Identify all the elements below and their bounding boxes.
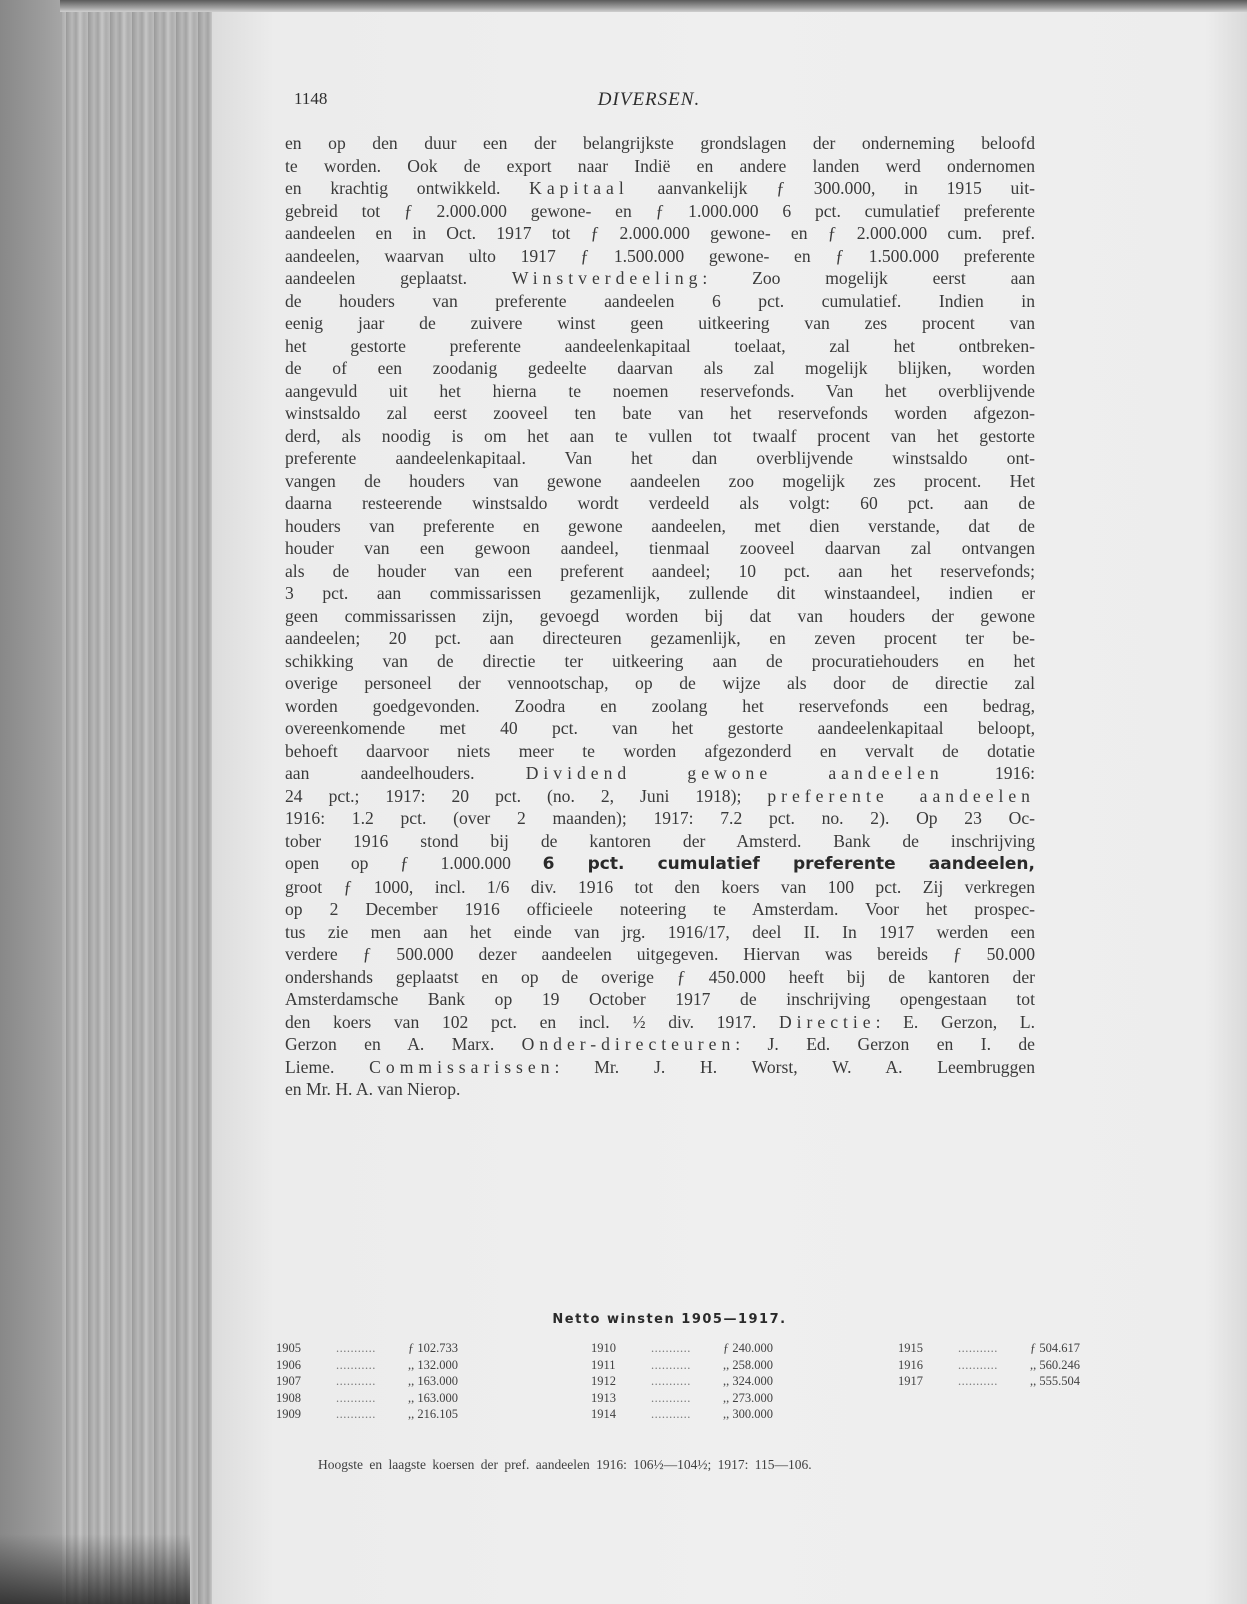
table-column <box>591 1340 813 1423</box>
spaced-emphasis: Dividend gewone aandeelen <box>525 763 944 783</box>
text-line: tus zie men aan het einde van jrg. 1916/17, deel II. In 1917 werden een <box>285 921 1035 942</box>
table-row <box>276 1357 498 1374</box>
value-cell: ,, 560.246 <box>1030 1357 1080 1372</box>
text-line: daarna resteerende winstsaldo wordt verdeeld als volgt: 60 pct. aan de <box>285 493 1035 513</box>
text-line: de houders van preferente aandeelen 6 pct. cumulatief. Indien in <box>285 290 1035 311</box>
leader-dots: ........... <box>651 1374 691 1388</box>
table-row <box>276 1406 498 1423</box>
text-line: Amsterdamsche Bank op 19 October 1917 de inschrijving opengestaan tot <box>285 989 1035 1009</box>
text-line: winstsaldo zal eerst zooveel ten bate van het reservefonds worden afgezon- <box>285 403 1035 423</box>
footnote: Hoogste en laagste koersen der pref. aandeelen 1916: 106½—104½; 1917: 115—106. <box>318 1457 812 1472</box>
text-line: 3 pct. aan commissarissen gezamenlijk, zullende dit winstaandeel, indien er <box>285 583 1035 603</box>
spaced-emphasis: Kapitaal <box>529 178 629 198</box>
text-line: en Mr. H. A. van Nierop. <box>285 1079 461 1099</box>
table-row <box>591 1373 813 1390</box>
table-column <box>898 1340 1120 1390</box>
year-cell: 1908 <box>276 1390 301 1405</box>
text-line: schikking van de directie ter uitkeering aan de procuratiehouders en het <box>285 650 1035 671</box>
leader-dots: ........... <box>336 1341 376 1355</box>
leader-dots: ........... <box>336 1374 376 1388</box>
value-cell: ,, 300.000 <box>723 1407 773 1421</box>
table-row <box>591 1390 813 1407</box>
leader-dots: ........... <box>651 1357 691 1372</box>
table-row <box>276 1373 498 1390</box>
text-line: als de houder van een preferent aandeel; 10 pct. aan het reservefonds; <box>285 560 1035 581</box>
value-cell: ,, 258.000 <box>723 1357 773 1372</box>
spaced-emphasis: Commissarissen <box>369 1056 555 1077</box>
text-line: overige personeel der vennootschap, op de wijze als door de directie zal <box>285 673 1035 693</box>
text-line: derd, als noodig is om het aan te vullen tot twaalf procent van het gestorte <box>285 425 1035 446</box>
text-line: 1916: 1.2 pct. (over 2 maanden); 1917: 7.2 pct. no. 2). Op 23 Oc- <box>285 808 1035 828</box>
table-row <box>276 1340 498 1357</box>
text-line: open op ƒ 1.000.000 6 pct. cumulatief preferente aandeelen, <box>285 853 1035 874</box>
year-cell: 1915 <box>898 1341 923 1355</box>
text-line: op 2 December 1916 officieele noteering te Amsterdam. Voor het prospec- <box>285 899 1035 919</box>
value-cell: ,, 324.000 <box>723 1374 773 1388</box>
book-spine-shadow <box>0 0 62 1604</box>
leader-dots: ........... <box>651 1341 691 1355</box>
year-cell: 1911 <box>591 1357 616 1372</box>
text-line: houder van een gewoon aandeel, tienmaal zooveel daarvan zal ontvangen <box>285 538 1035 558</box>
book-top-edge <box>60 0 1247 12</box>
text-line: worden goedgevonden. Zoodra en zoolang het reservefonds een bedrag, <box>285 695 1035 716</box>
leader-dots: ........... <box>336 1357 376 1372</box>
spaced-emphasis: Directie <box>778 1011 876 1032</box>
leader-dots: ........... <box>336 1390 376 1405</box>
table-row <box>591 1406 813 1423</box>
table-row <box>898 1373 1120 1390</box>
text-line: ondershands geplaatst en op de overige ƒ 450.000 heeft bij de kantoren der <box>285 966 1035 987</box>
text-line: verdere ƒ 500.000 dezer aandeelen uitgegeven. Hiervan was bereids ƒ 50.000 <box>285 944 1035 964</box>
text-line: gebreid tot ƒ 2.000.000 gewone- en ƒ 1.000.000 6 pct. cumulatief preferente <box>285 200 1035 221</box>
text-line: houders van preferente en gewone aandeelen, met dien verstande, dat de <box>285 515 1035 536</box>
bold-emphasis: 6 pct. cumulatief preferente aandeelen, <box>542 854 1035 874</box>
value-cell: ƒ 240.000 <box>723 1341 773 1355</box>
running-title: DIVERSEN. <box>597 89 701 110</box>
text-line: Gerzon en A. Marx. Onder-directeuren: J. Ed. Gerzon en I. de <box>285 1034 1035 1054</box>
text-line: aandeelen en in Oct. 1917 tot ƒ 2.000.000 gewone- en ƒ 2.000.000 cum. pref. <box>285 223 1035 243</box>
text-line: Lieme. Commissarissen: Mr. J. H. Worst, W. A. Leembruggen <box>285 1056 1035 1077</box>
table-row <box>898 1357 1120 1374</box>
value-cell: ,, 163.000 <box>408 1374 458 1388</box>
year-cell: 1907 <box>276 1374 301 1388</box>
year-cell: 1916 <box>898 1357 923 1372</box>
text-line: geen commissarissen zijn, gevoegd worden bij dat van houders der gewone <box>285 605 1035 626</box>
text-line: overeenkomende met 40 pct. van het gestorte aandeelenkapitaal beloopt, <box>285 718 1035 738</box>
year-cell: 1917 <box>898 1374 923 1388</box>
page-header <box>294 89 1004 113</box>
leader-dots: ........... <box>958 1341 998 1355</box>
text-line: aandeelen; 20 pct. aan directeuren gezamenlijk, en zeven procent ter be- <box>285 628 1035 648</box>
year-cell: 1914 <box>591 1407 616 1421</box>
text-line: en krachtig ontwikkeld. Kapitaal aanvankelijk ƒ 300.000, in 1915 uit- <box>285 178 1035 198</box>
text-line: te worden. Ook de export naar Indië en andere landen werd ondernomen <box>285 155 1035 176</box>
value-cell: ,, 273.000 <box>723 1390 773 1405</box>
text-line: eenig jaar de zuivere winst geen uitkeering van zes procent van <box>285 313 1035 333</box>
value-cell: ,, 163.000 <box>408 1390 458 1405</box>
year-cell: 1910 <box>591 1341 616 1355</box>
text-line: aandeelen geplaatst. Winstverdeeling: Zoo mogelijk eerst aan <box>285 268 1035 288</box>
table-row <box>898 1340 1120 1357</box>
value-cell: ƒ 504.617 <box>1030 1341 1080 1355</box>
text-line: vangen de houders van gewone aandeelen zoo mogelijk zes procent. Het <box>285 470 1035 491</box>
text-line: aangevuld uit het hierna te noemen reservefonds. Van het overblijvende <box>285 380 1035 401</box>
leader-dots: ........... <box>651 1390 691 1405</box>
text-line: 24 pct.; 1917: 20 pct. (no. 2, Juni 1918); preferente aandeelen <box>285 785 1035 806</box>
leader-dots: ........... <box>958 1357 998 1372</box>
year-cell: 1912 <box>591 1374 616 1388</box>
book-page <box>212 12 1247 1604</box>
table-title: Netto winsten 1905—1917. <box>552 1312 787 1327</box>
year-cell: 1909 <box>276 1407 301 1421</box>
text-line: de of een zoodanig gedeelte daarvan als zal mogelijk blijken, worden <box>285 358 1035 378</box>
book-cover-corner <box>0 1534 190 1604</box>
spaced-emphasis: Onder-directeuren <box>521 1034 736 1054</box>
year-cell: 1906 <box>276 1357 301 1372</box>
table-row <box>591 1357 813 1374</box>
text-line: tober 1916 stond bij de kantoren der Amsterd. Bank de inschrijving <box>285 830 1035 851</box>
spaced-emphasis: Winstverdeeling <box>511 268 703 288</box>
table-row <box>591 1340 813 1357</box>
text-line: aan aandeelhouders. Dividend gewone aandeelen 1916: <box>285 763 1035 783</box>
page-number: 1148 <box>294 89 328 108</box>
text-line: aandeelen, waarvan ulto 1917 ƒ 1.500.000 gewone- en ƒ 1.500.000 preferente <box>285 245 1035 266</box>
body-paragraph <box>285 132 1035 1101</box>
text-line: groot ƒ 1000, incl. 1/6 div. 1916 tot den koers van 100 pct. Zij verkregen <box>285 876 1035 897</box>
leader-dots: ........... <box>336 1407 376 1421</box>
year-cell: 1905 <box>276 1341 301 1355</box>
text-line: den koers van 102 pct. en incl. ½ div. 1917. Directie: E. Gerzon, L. <box>285 1011 1035 1032</box>
table-row <box>276 1390 498 1407</box>
value-cell: ,, 555.504 <box>1030 1374 1080 1388</box>
text-line: behoeft daarvoor niets meer te worden afgezonderd en vervalt de dotatie <box>285 740 1035 761</box>
value-cell: ƒ 102.733 <box>408 1341 458 1355</box>
text-line: en op den duur een der belangrijkste grondslagen der onderneming beloofd <box>285 133 1035 153</box>
value-cell: ,, 216.105 <box>408 1407 458 1421</box>
text-line: het gestorte preferente aandeelenkapitaal toelaat, zal het ontbreken- <box>285 335 1035 356</box>
leader-dots: ........... <box>651 1407 691 1421</box>
table-column <box>276 1340 498 1423</box>
year-cell: 1913 <box>591 1390 616 1405</box>
spaced-emphasis: preferente aandeelen <box>767 785 1035 806</box>
leader-dots: ........... <box>958 1374 998 1388</box>
value-cell: ,, 132.000 <box>408 1357 458 1372</box>
text-line: preferente aandeelenkapitaal. Van het dan overblijvende winstsaldo ont- <box>285 448 1035 468</box>
